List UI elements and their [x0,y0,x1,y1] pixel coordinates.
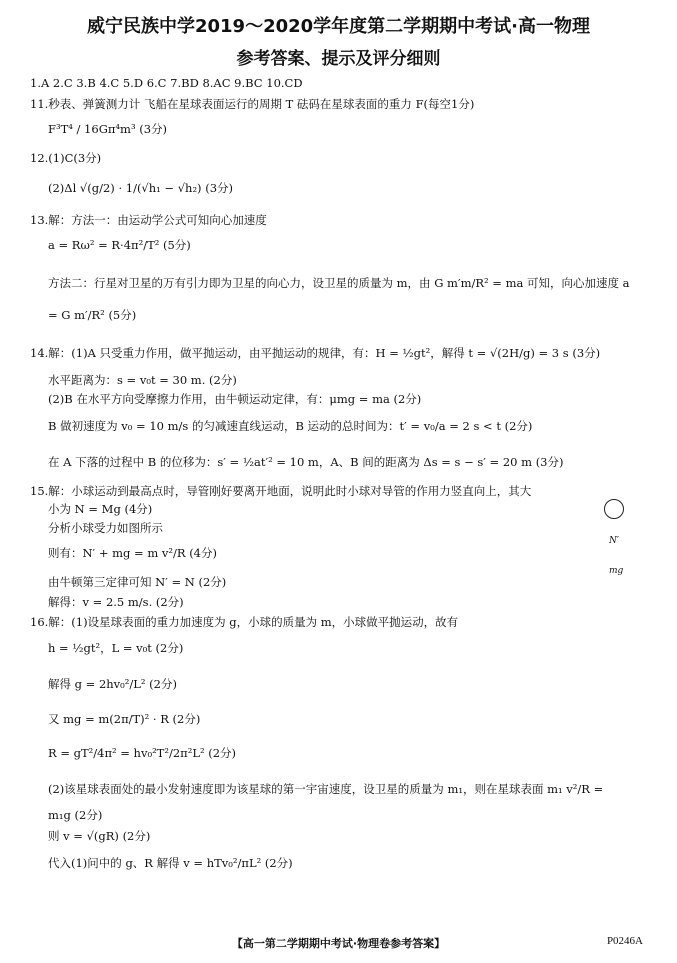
answer-line: = G m′/R² (5分) [48,308,137,322]
answer-line: 解得：v = 2.5 m/s. (2分) [48,595,184,609]
answer-line: 1.A 2.C 3.B 4.C 5.D 6.C 7.BD 8.AC 9.BC 10.CD [30,76,303,90]
answer-line: 解得 g = 2hv₀²/L² (2分) [48,677,177,691]
answer-line: 则有：N′ + mg = m v²/R (4分) [48,546,217,560]
ball-in-tube-figure [604,499,624,519]
answer-line: 在 A 下落的过程中 B 的位移为：s′ = ½at′² = 10 m，A、B 间的距离为 Δs = s − s′ = 20 m (3分) [48,455,564,469]
page-subtitle: 参考答案、提示及评分细则 [236,49,441,69]
answer-line: 11.秒表、弹簧测力计 飞船在星球表面运行的周期 T 砝码在星球表面的重力 F(每空1分) [30,97,475,111]
answer-line: 代入(1)问中的 g、R 解得 v = hTv₀²/πL² (2分) [48,856,293,870]
footer-title: 【高一第二学期期中考试·物理卷参考答案】 [231,937,446,950]
answer-line: (2)该星球表面处的最小发射速度即为该星球的第一宇宙速度，设卫星的质量为 m₁，则在星球表面 m₁ v²/R = [48,782,604,796]
answer-line: 小为 N = Mg (4分) [48,502,153,516]
force-label-n-prime: N′ [609,536,619,546]
answer-line: 水平距离为：s = v₀t = 30 m. (2分) [48,373,237,387]
page-title: 威宁民族中学2019～2020学年度第二学期期中考试·高一物理 [86,16,591,37]
answer-line: 分析小球受力如图所示 [48,521,163,535]
answer-line: 13.解：方法一：由运动学公式可知向心加速度 [30,213,267,227]
footer-code: P0246A [606,935,643,947]
answer-line: a = Rω² = R·4π²/T² (5分) [48,238,191,252]
force-label-mg: mg [609,566,624,576]
answer-line: 12.(1)C(3分) [30,151,102,165]
answer-line: R = gT²/4π² = hv₀²T²/2π²L² (2分) [48,746,237,760]
answer-line: 14.解：(1)A 只受重力作用，做平抛运动，由平抛运动的规律，有：H = ½gt²，解得 t = √(2H/g) = 3 s (3分) [30,346,601,360]
answer-line: 由牛顿第三定律可知 N′ = N (2分) [48,575,227,589]
answer-line: B 做初速度为 v₀ = 10 m/s 的匀减速直线运动，B 运动的总时间为：t′ = v₀/a = 2 s < t (2分) [48,419,533,433]
answer-line: 16.解：(1)设星球表面的重力加速度为 g，小球的质量为 m，小球做平抛运动，故有 [30,615,459,629]
answer-line: F³T⁴ / 16Gπ⁴m³ (3分) [48,122,168,136]
answer-line: 又 mg = m(2π/T)² · R (2分) [48,712,201,726]
answer-line: 15.解：小球运动到最高点时，导管刚好要离开地面，说明此时小球对导管的作用力竖直向上，其大 [30,484,532,498]
answer-line: (2)B 在水平方向受摩擦力作用，由牛顿运动定律，有：μmg = ma (2分) [48,392,422,406]
answer-line: 方法二：行星对卫星的万有引力即为卫星的向心力，设卫星的质量为 m，由 G m′m/R² = ma 可知，向心加速度 a [48,276,630,290]
answer-line: m₁g (2分) [48,808,103,822]
answer-line: h = ½gt²，L = v₀t (2分) [48,641,184,655]
answer-line: (2)Δl √(g/2) · 1/(√h₁ − √h₂) (3分) [48,181,233,195]
answer-line: 则 v = √(gR) (2分) [48,829,151,843]
